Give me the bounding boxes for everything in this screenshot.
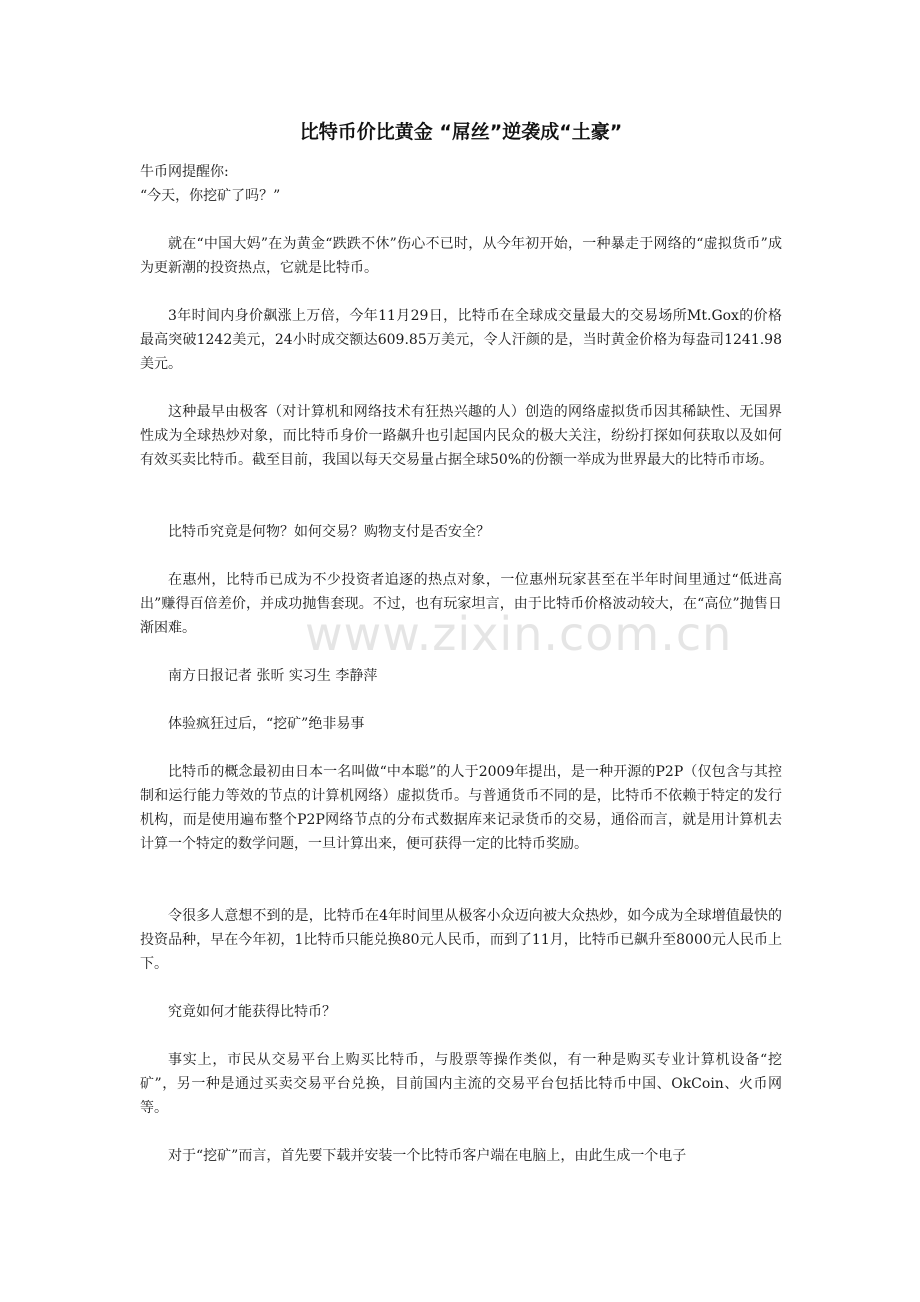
paragraph-2: 3年时间内身价飙涨上万倍，今年11月29日，比特币在全球成交量最大的交易场所Mt.Gox的价格最高突破1242美元，24小时成交额达609.85万美元，令人汗颜的是，当时黄金价格为每盎司1241.98美元。 [140,308,782,372]
reminder-line: 牛币网提醒你: [140,164,229,180]
paragraph-1: 就在“中国大妈”在为黄金“跌跌不休”伤心不已时，从今年初开始，一种暴走于网络的“虚拟货币”成为更新潮的投资热点，它就是比特币。 [140,236,782,276]
paragraph-4: 比特币究竟是何物？如何交易？购物支付是否安全？ [168,524,490,540]
byline: 南方日报记者 张昕 实习生 李静萍 [168,668,378,684]
paragraph-9: 对于“挖矿”而言，首先要下载并安装一个比特币客户端在电脑上，由此生成一个电子 [168,1148,687,1164]
paragraph-6: 比特币的概念最初由日本一名叫做“中本聪”的人于2009年提出，是一种开源的P2P（仅包含与其控制和运行能力等效的节点的计算机网络）虚拟货币。与普通货币不同的是，比特币不依赖于特定的发行机构，而是使用遍布整个P2P网络节点的分布式数据库来记录货币的交易，通俗而言，就是用计算机去计算一个特定的数学问题，一旦计算出来，便可获得一定的比特币奖励。 [140,764,782,852]
paragraph-3: 这种最早由极客（对计算机和网络技术有狂热兴趣的人）创造的网络虚拟货币因其稀缺性、无国界性成为全球热炒对象，而比特币身价一路飙升也引起国内民众的极大关注，纷纷打探如何获取以及如何有效买卖比特币。截至目前，我国以每天交易量占据全球50%的份额一举成为世界最大的比特币市场。 [140,404,782,468]
watermark: www.zixin.com.cn [305,607,733,661]
paragraph-7: 令很多人意想不到的是，比特币在4年时间里从极客小众迈向被大众热炒，如今成为全球增值最快的投资品种，早在今年初，1比特币只能兑换80元人民币，而到了11月，比特币已飙升至8000元人民币上下。 [140,908,782,972]
section-heading-how: 究竟如何才能获得比特币？ [168,1004,336,1020]
document-title: 比特币价比黄金 “屌丝”逆袭成“土豪” [299,121,623,143]
quote-line: “今天，你挖矿了吗？” [140,188,281,204]
section-heading-mining: 体验疯狂过后，“挖矿”绝非易事 [168,716,365,732]
paragraph-5: 在惠州，比特币已成为不少投资者追逐的热点对象，一位惠州玩家甚至在半年时间里通过“低进高出”赚得百倍差价，并成功抛售套现。不过，也有玩家坦言，由于比特币价格波动较大，在“高位”抛售日渐困难。 [140,572,782,636]
paragraph-8: 事实上，市民从交易平台上购买比特币，与股票等操作类似，有一种是购买专业计算机设备“挖矿”，另一种是通过买卖交易平台兑换，目前国内主流的交易平台包括比特币中国、OkCoin、火币网等。 [140,1052,782,1116]
